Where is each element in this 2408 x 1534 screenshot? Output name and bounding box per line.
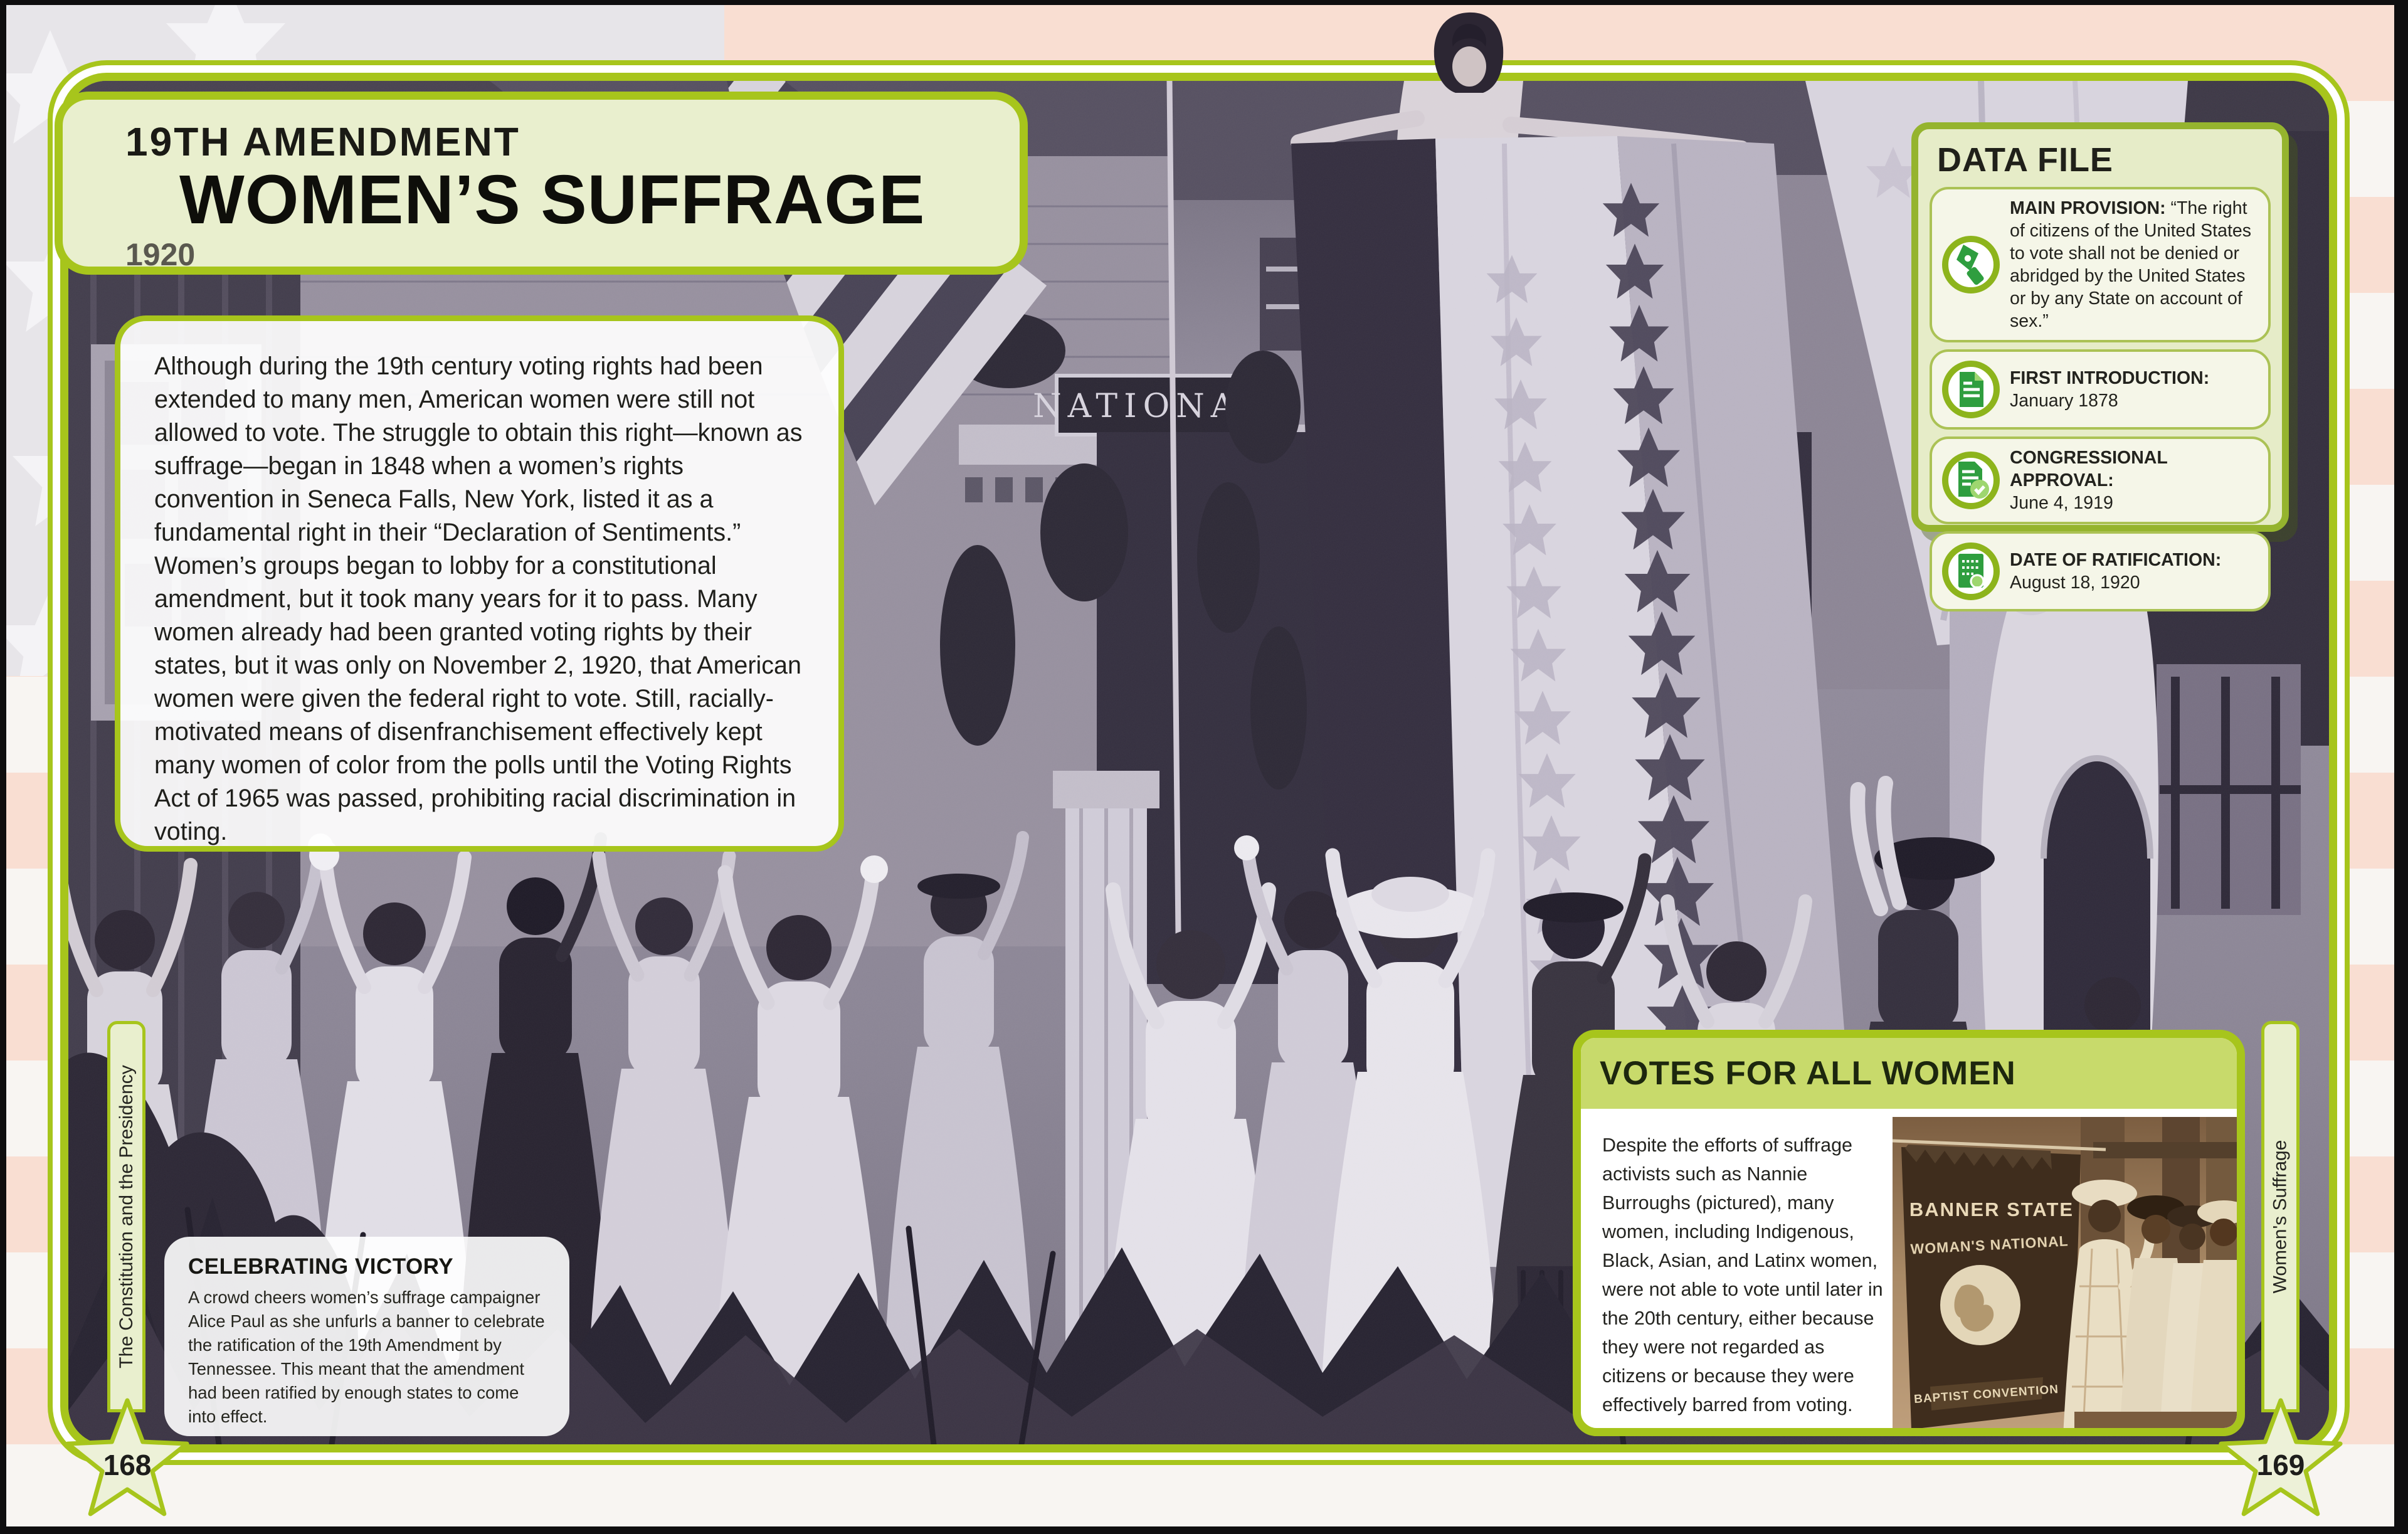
data-file-item-value: January 1878 [2010,391,2118,411]
data-file-item-text [2010,367,2209,412]
data-file-item-value: June 4, 1919 [2010,493,2113,513]
sidebar-text: Despite the efforts of suffrage activists such as Nannie Burroughs (pictured), many women, including Indigenous, Black, Asian, and Latinx women, were not able to vote until later in the 20th century, either because they were not regarded as citizens or because they were effectively barred from voting. [1602,1135,1883,1415]
womans-national-text: WOMAN'S NATIONAL [1909,1232,2069,1257]
pen-nib-icon [1941,235,2001,295]
book-spread-background [6,5,2394,1526]
sidebar-votes-panel [1573,1030,2245,1436]
page-number-star-left [61,1397,193,1526]
sidebar-title: VOTES FOR ALL WOMEN [1581,1038,2237,1109]
data-file-title: DATA FILE [1937,141,2113,179]
data-file-item-text [2010,447,2259,514]
intro-text-panel [115,315,844,852]
photo-caption-panel [164,1237,569,1436]
data-file-item-text [2010,549,2221,594]
page-number-star-right [2215,1397,2347,1526]
document-check-icon [1941,450,2001,510]
chapter-tab-right [2261,1021,2300,1412]
data-file-item-congressional-approval [1930,436,2271,524]
intro-paragraph: Although during the 19th century voting rights had been extended to many men, American women were still not allowed to vote. The struggle to obtain this right—known as suffrage—began in 1848 when a women’s rights convention in Seneca Falls, New York, listed it as a fundamental right in their “Declaration of Sentiments.” Women’s groups began to lobby for a constitutional amendment, but it took many years for it to pass. Many women already had been granted voting rights by their states, but it was only on November 2, 1920, that American women were given the federal right to vote. Still, racially-motivated means of disenfranchisement effectively kept many women of color from the polls until the Voting Rights Act of 1965 was passed, prohibiting racial discrimination in voting. [154,352,803,845]
data-file-item-main-provision [1930,187,2271,342]
certificate-icon [1941,541,2001,601]
data-file-panel [1911,122,2289,593]
chapter-tab-label: The Constitution and the Presidency [115,1065,137,1368]
alice-paul-figure [1420,9,1514,103]
caption-title: CELEBRATING VICTORY [188,1254,454,1279]
data-file-item-value: August 18, 1920 [2010,573,2140,593]
article-header [55,92,1028,275]
banner-state-text: BANNER STATE [1909,1198,2074,1220]
amendment-kicker: 19TH AMENDMENT [125,119,520,164]
caption-text: A crowd cheers women’s suffrage campaigner Alice Paul as she unfurls a banner to celebrate the ratification of the 19th Amendment by Tennessee. This meant that the amendment had been ratified by enough states to come into effect. [188,1288,545,1426]
document-icon [1941,359,2001,420]
data-file-item-label: MAIN PROVISION: [2010,198,2166,218]
nannie-burroughs-photo [1893,1117,2244,1436]
data-file-item-label: FIRST INTRODUCTION: [2010,368,2210,388]
data-file-item-value: “The right of citizens of the United States to vote shall not be denied or abridged by the United States or by any State on account of sex.” [2010,198,2251,331]
data-file-item-first-introduction [1930,349,2271,430]
chapter-tab-left [107,1021,145,1412]
page-title: WOMEN’S SUFFRAGE [179,161,926,238]
chapter-tab-label: Women's Suffrage [2269,1140,2291,1294]
amendment-year: 1920 [125,237,196,272]
page-number: 169 [2256,1449,2305,1481]
data-file-item-label: DATE OF RATIFICATION: [2010,550,2222,570]
baptist-convention-text: BAPTIST CONVENTION [1913,1382,2059,1407]
data-file-item-ratification [1930,531,2271,611]
data-file-item-label: CONGRESSIONAL APPROVAL: [2010,448,2168,490]
page-number: 168 [103,1449,152,1481]
data-file-item-text [2010,197,2259,332]
